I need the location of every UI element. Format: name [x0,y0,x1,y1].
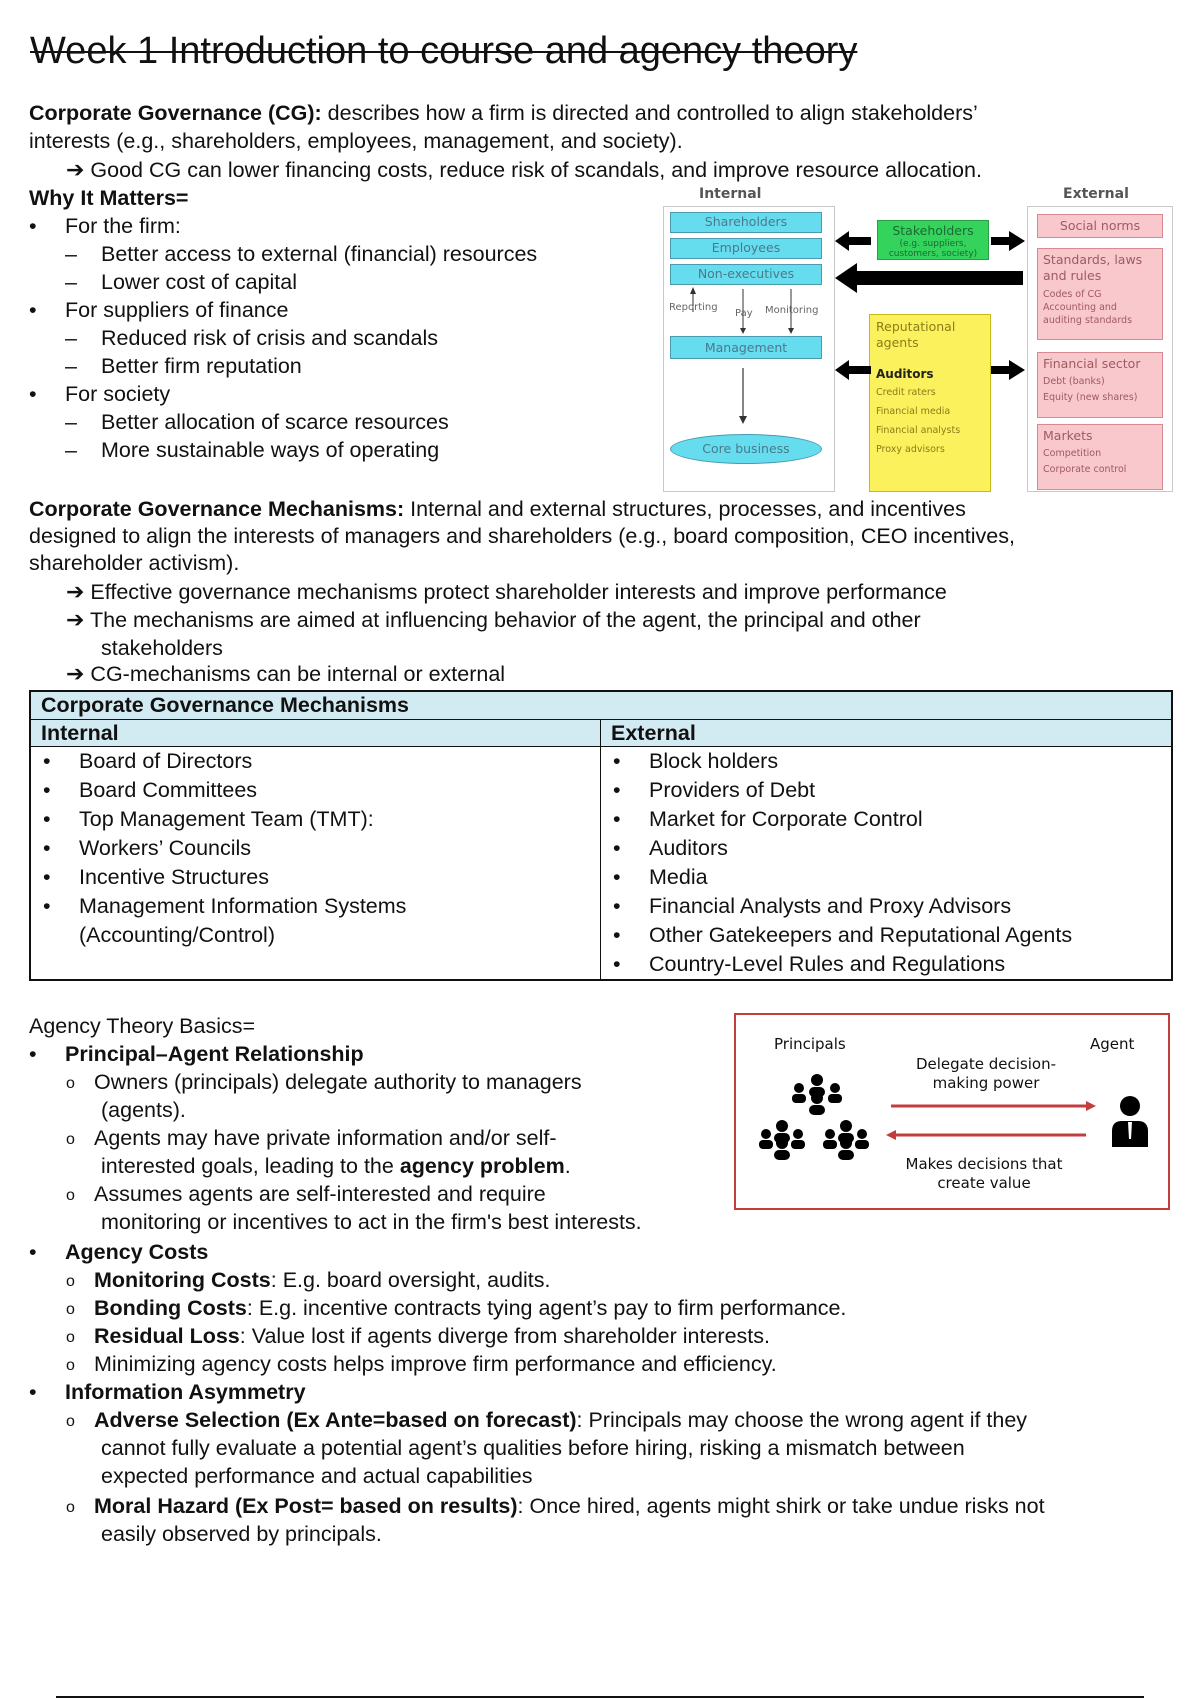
why-group-firm: • For the firm: [29,214,181,238]
external-column [601,720,1171,979]
pa-point: o Assumes agents are self-interested and require [66,1182,546,1206]
cost-point: o Minimizing agency costs helps improve firm performance and efficiency. [66,1352,777,1376]
why-item: – More sustainable ways of operating [65,438,440,462]
standards-box: Standards, laws and rules Codes of CG Accounting and auditing standards [1037,248,1163,340]
social-norms-box: Social norms [1037,214,1163,238]
diagram-external-label: External [1063,186,1129,202]
pa-point-cont: monitoring or incentives to act in the firm's best interests. [101,1210,642,1234]
pa-point: o Agents may have private information and/or self- [66,1126,557,1150]
markets-box: Markets Competition Corporate control [1037,424,1163,490]
why-item: – Better firm reputation [65,354,302,378]
mech-arrow-point: ➔ CG-mechanisms can be internal or external [66,661,506,686]
arrow-icon: ➔ [66,661,85,686]
diagram-thick-arrows [835,208,1035,408]
agent-label: Agent [1090,1035,1135,1053]
bullet-icon: • [29,298,37,322]
table-title: Corporate Governance Mechanisms [31,692,1171,720]
mechanisms-table [29,690,1173,981]
table-row: • Auditors [613,836,728,860]
diagram-internal-label: Internal [699,186,762,202]
cost-point: o Monitoring Costs: E.g. board oversight, audits. [66,1268,551,1292]
principal-agent-diagram [734,1013,1170,1210]
governance-diagram [663,188,1173,494]
cost-point: o Residual Loss: Value lost if agents diverge from shareholder interests. [66,1324,770,1348]
table-row: • Board Committees [43,778,258,802]
bullet-icon: • [29,214,37,238]
shareholders-box: Shareholders [670,212,822,233]
external-header: External [601,720,1171,747]
financial-sector-box: Financial sector Debt (banks) Equity (new shares) [1037,352,1163,418]
page-title: Week 1 Introduction to course and agency theory [30,30,858,72]
cost-point: o Bonding Costs: E.g. incentive contracts tying agent’s pay to firm performance. [66,1296,847,1320]
why-item: – Better access to external (financial) resources [65,242,538,266]
monitoring-label: Monitoring [765,305,819,316]
table-row: • Block holders [613,749,779,773]
table-row: • Country-Level Rules and Regulations [613,952,1006,976]
table-row: • Market for Corporate Control [613,807,923,831]
table-row: • Providers of Debt [613,778,816,802]
makes-decisions-label: Makes decisions that create value [905,1155,1063,1192]
cg-definition-line1: Corporate Governance (CG): describes how a firm is directed and controlled to align stakeholders’ [29,101,978,125]
mech-definition-line1: Corporate Governance Mechanisms: Internal and external structures, processes, and incentives [29,497,966,521]
agency-heading: Agency Theory Basics= [29,1014,256,1038]
why-item: – Better allocation of scarce resources [65,410,449,434]
table-row: • Other Gatekeepers and Reputational Agents [613,923,1073,947]
pa-point-cont: interested goals, leading to the agency problem. [101,1154,571,1178]
info-point-cont: expected performance and actual capabilities [101,1464,533,1488]
internal-column [31,720,601,979]
bullet-icon: • [29,1240,37,1264]
delegate-label: Delegate decision-making power [915,1055,1056,1092]
bullet-icon: • [29,1042,37,1066]
core-business-ellipse: Core business [670,434,822,464]
why-item: – Lower cost of capital [65,270,297,294]
mech-arrow-continuation: stakeholders [101,636,223,660]
mech-arrow-point: ➔ The mechanisms are aimed at influencing behavior of the agent, the principal and other [66,607,921,632]
pay-label: Pay [735,308,753,319]
why-group-society: • For society [29,382,171,406]
table-row: • Incentive Structures [43,865,270,889]
info-point: o Moral Hazard (Ex Post= based on results): Once hired, agents might shirk or take undue risks not [66,1494,1045,1518]
why-item: – Reduced risk of crisis and scandals [65,326,438,350]
table-row: • Board of Directors [43,749,253,773]
info-point-cont: easily observed by principals. [101,1522,382,1546]
why-group-suppliers: • For suppliers of finance [29,298,289,322]
info-point-cont: cannot fully evaluate a potential agent’s qualities before hiring, risking a mismatch between [101,1436,965,1460]
management-box: Management [670,336,822,359]
agent-person-icon [1108,1095,1152,1151]
internal-header: Internal [31,720,600,747]
pa-point: o Owners (principals) delegate authority to managers [66,1070,582,1094]
mech-arrow-point: ➔ Effective governance mechanisms protect shareholder interests and improve performance [66,579,947,604]
pa-title: • Principal–Agent Relationship [29,1042,364,1066]
table-row: • Management Information Systems (Accounting/Control) [43,894,407,947]
table-row: • Financial Analysts and Proxy Advisors [613,894,1012,918]
bullet-icon: • [29,382,37,406]
mech-definition-line3: shareholder activism). [29,551,240,575]
info-point: o Adverse Selection (Ex Ante=based on forecast): Principals may choose the wrong agent if they [66,1408,1028,1432]
mech-definition-line2: designed to align the interests of managers and shareholders (e.g., board composition, CEO incentives, [29,524,1015,548]
table-row: • Top Management Team (TMT): [43,807,374,831]
why-heading: Why It Matters= [29,186,189,210]
bullet-icon: • [29,1380,37,1404]
costs-title: • Agency Costs [29,1240,209,1264]
table-row: • Workers’ Councils [43,836,252,860]
arrow-icon: ➔ [66,579,85,604]
principals-people-icon [752,1070,882,1170]
reporting-label: Reporting [669,302,718,313]
cg-definition-line2: interests (e.g., shareholders, employees, management, and society). [29,129,683,153]
pa-point-cont: (agents). [101,1098,186,1122]
non-executives-box: Non-executives [670,264,822,285]
cg-arrow-point: ➔ Good CG can lower financing costs, reduce risk of scandals, and improve resource allocation. [66,157,982,182]
arrow-icon: ➔ [66,157,85,182]
bottom-rule [56,1696,1144,1698]
stakeholders-box: Stakeholders (e.g. suppliers, customers, society) [877,220,989,260]
employees-box: Employees [670,238,822,259]
reputational-agents-box: Reputational agents Auditors Credit raters Financial media Financial analysts Proxy advisors [869,314,991,492]
principals-label: Principals [774,1035,846,1053]
table-row: • Media [613,865,708,889]
info-title: • Information Asymmetry [29,1380,306,1404]
arrow-icon: ➔ [66,607,85,632]
